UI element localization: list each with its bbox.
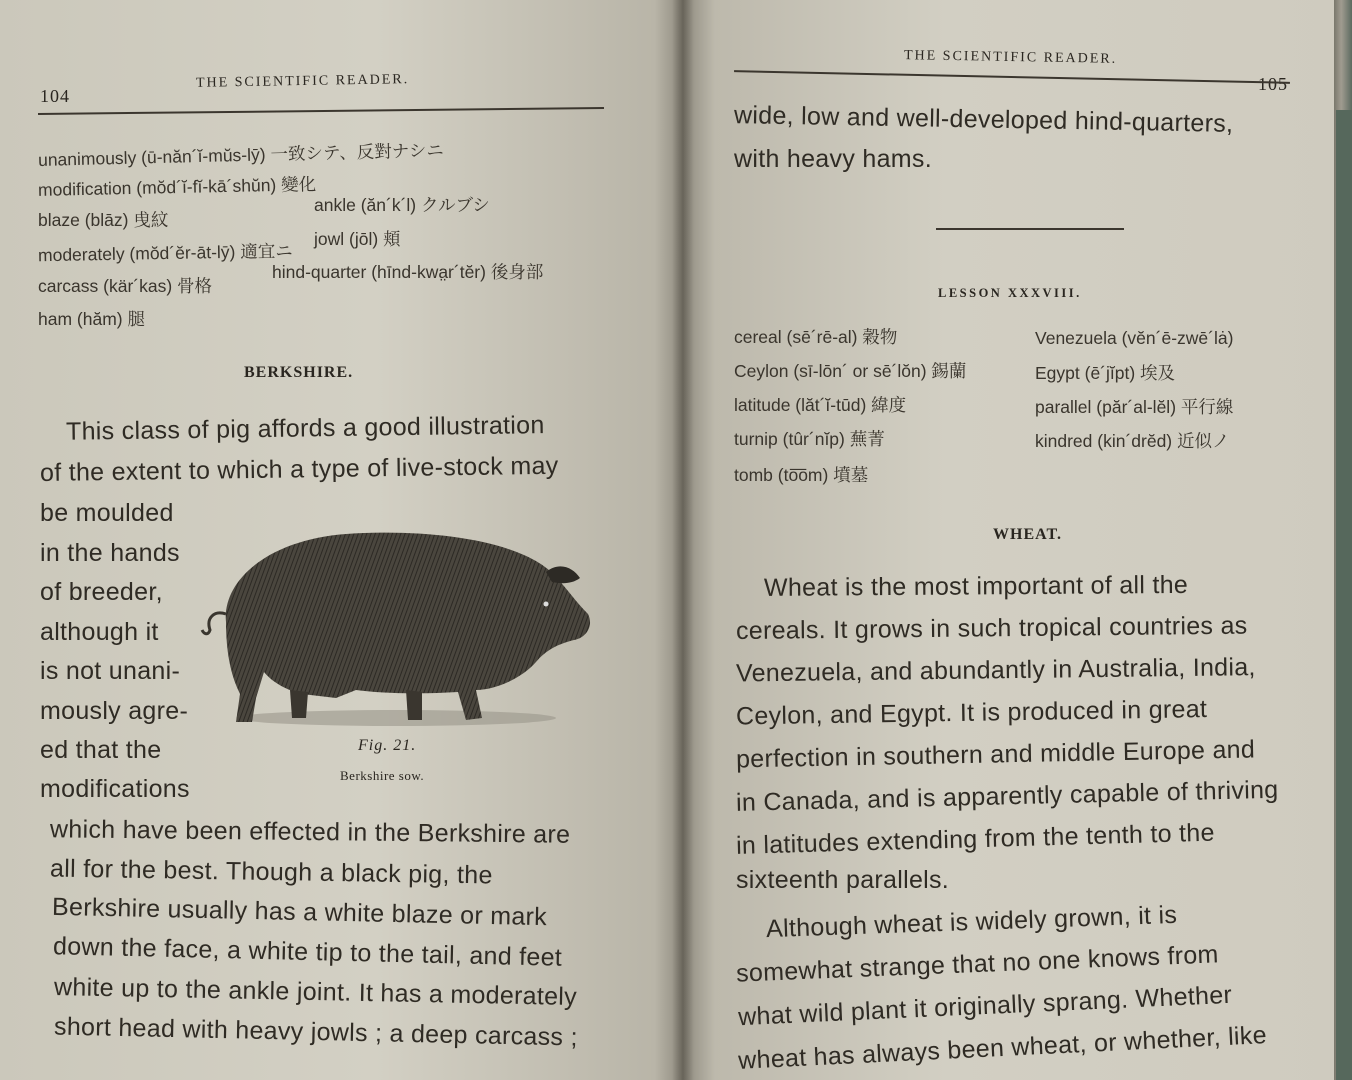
section-heading-wheat: WHEAT.: [993, 526, 1062, 543]
vocab-item: tomb (to͞om) 墳墓: [734, 465, 869, 485]
text-line: Venezuela, and abundantly in Australia, India,: [735, 653, 1256, 688]
book-gutter: [672, 0, 694, 1080]
text-line: in latitudes extending from the tenth to the: [735, 818, 1216, 860]
text-line: of breeder,: [40, 578, 163, 606]
text-line: in Canada, and is apparently capable of thriving: [735, 775, 1279, 817]
section-heading-berkshire: BERKSHIRE.: [244, 364, 354, 381]
text-line: Wheat is the most important of all the: [763, 570, 1189, 602]
vocab-item: turnip (tûr´nĭp) 蕪菁: [734, 429, 885, 449]
text-line: is not unani-: [40, 657, 181, 685]
vocab-item: ankle (ăn´k´l) クルブシ: [314, 195, 490, 215]
vocab-item: jowl (jōl) 頬: [314, 229, 401, 249]
page-number-right: 105: [1258, 74, 1288, 94]
text-line: of the extent to which a type of live-stock may: [39, 451, 559, 487]
text-line: in the hands: [40, 539, 180, 567]
vocab-item: modification (mŏd´ĭ-fĭ-kā´shŭn) 變化: [37, 174, 317, 200]
text-line: Although wheat is widely grown, it is: [765, 900, 1178, 944]
vocab-item: kindred (kin´drĕd) 近似ノ: [1035, 431, 1230, 451]
vocab-item: latitude (lăt´ĭ-tūd) 緯度: [734, 395, 907, 415]
vocab-item: ham (hăm) 腿: [38, 309, 145, 329]
running-head-left: THE SCIENTIFIC READER.: [195, 72, 410, 91]
text-line: ed that the: [40, 736, 162, 764]
vocab-item: parallel (păr´al-lĕl) 平行線: [1035, 397, 1234, 417]
figure-label: Fig. 21.: [358, 737, 417, 754]
vocab-item: Ceylon (sī-lōn´ or sē´lŏn) 錫蘭: [734, 361, 967, 381]
figure-caption: Berkshire sow.: [340, 768, 425, 783]
text-line: with heavy hams.: [734, 145, 932, 173]
vocab-item: moderately (mŏd´ĕr-āt-lȳ) 適宜ニ: [37, 240, 293, 266]
vocab-item: cereal (sē´rē-al) 穀物: [734, 327, 898, 347]
pig-illustration: [196, 522, 594, 732]
text-line: perfection in southern and middle Europe and: [735, 735, 1256, 774]
vocab-item: carcass (kär´kas) 骨格: [38, 276, 213, 296]
text-line: Berkshire usually has a white blaze or mark: [51, 892, 548, 932]
text-line: wheat has always been wheat, or whether, like: [737, 1021, 1268, 1075]
vocab-item: Egypt (ē´jĭpt) 埃及: [1035, 363, 1176, 383]
section-divider: [936, 228, 1124, 230]
book-cover-edge: [1336, 110, 1352, 1080]
text-line: down the face, a white tip to the tail, and feet: [52, 932, 563, 972]
vocab-item: unanimously (ū-năn´ĭ-mŭs-lȳ) 一致シテ、反對ナシニ: [37, 140, 445, 170]
vocab-item: hind-quarter (hīnd-kwa̤r´tĕr) 後身部: [272, 262, 544, 282]
text-line: short head with heavy jowls ; a deep carcass ;: [53, 1012, 579, 1052]
text-line: mously agre-: [40, 697, 189, 725]
running-head-right: THE SCIENTIFIC READER.: [903, 48, 1118, 67]
lesson-title: LESSON XXXVIII.: [938, 286, 1082, 300]
page-number-left: 104: [40, 86, 70, 106]
text-line: be moulded: [40, 499, 174, 527]
vocab-item: blaze (blāz) 曵紋: [38, 210, 169, 230]
text-line: cereals. It grows in such tropical countries as: [735, 611, 1248, 645]
text-line: which have been effected in the Berkshire are: [49, 815, 571, 849]
text-line: somewhat strange that no one knows from: [735, 940, 1220, 988]
text-line: all for the best. Though a black pig, the: [49, 854, 493, 890]
text-line: what wild plant it originally sprang. Whether: [737, 980, 1233, 1032]
vocab-item: Venezuela (vĕn´ē-zwē´lȧ): [1035, 328, 1234, 348]
text-line: Ceylon, and Egypt. It is produced in great: [735, 695, 1208, 731]
text-line: wide, low and well-developed hind-quarters,: [733, 101, 1234, 138]
text-line: although it: [40, 618, 159, 646]
text-line: modifications: [40, 775, 190, 803]
text-line: white up to the ankle joint. It has a moderately: [53, 972, 578, 1012]
text-line: sixteenth parallels.: [736, 866, 950, 894]
text-line: This class of pig affords a good illustration: [65, 411, 545, 446]
